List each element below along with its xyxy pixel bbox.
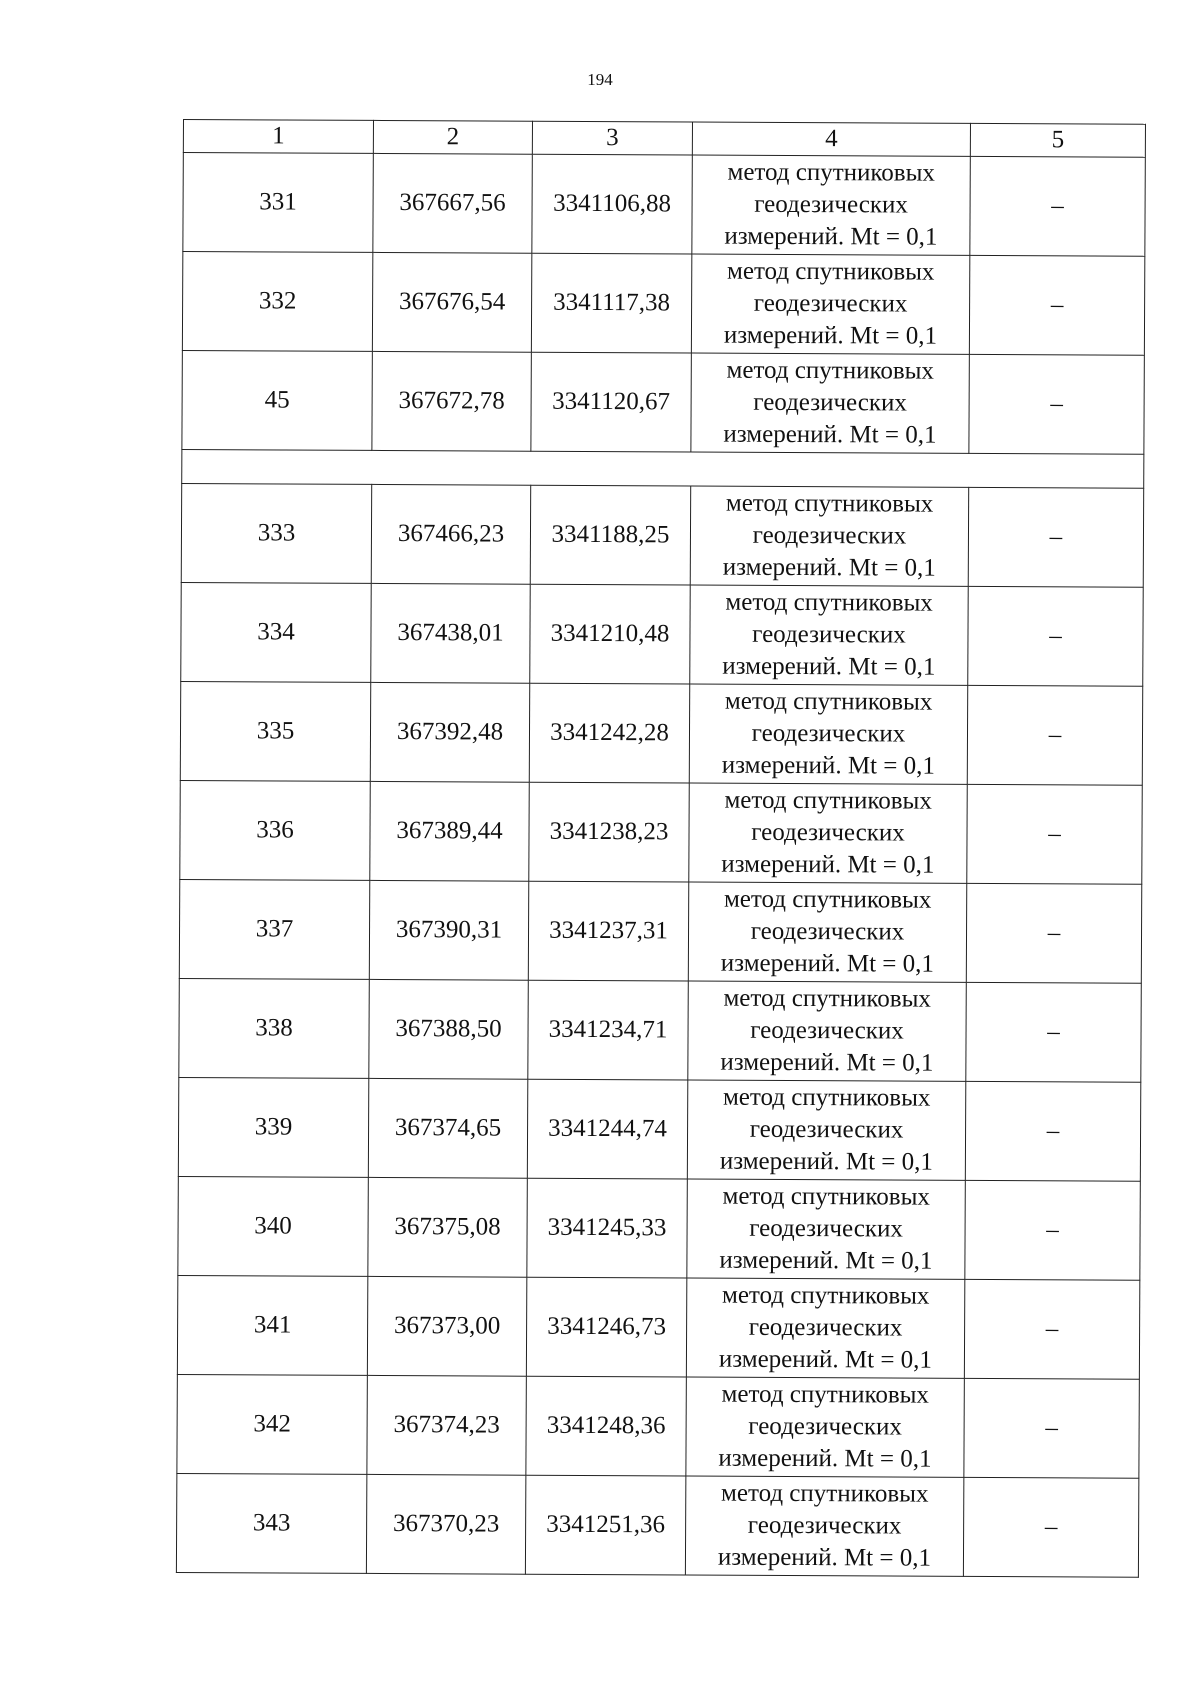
x-coordinate-cell: 367667,56 <box>373 153 532 253</box>
y-coordinate-cell: 3341234,71 <box>528 980 688 1080</box>
method-text-line: метод спутниковых <box>726 356 935 385</box>
method-text-line: геодезических <box>753 289 908 318</box>
y-coordinate-cell: 3341244,74 <box>527 1079 687 1179</box>
x-coordinate-cell: 367392,48 <box>370 682 529 782</box>
x-coordinate-cell: 367390,31 <box>369 880 528 980</box>
x-coordinate-cell: 367438,01 <box>371 583 530 683</box>
method-text-line: измерений. Mt = 0,1 <box>724 222 938 251</box>
column-header: 4 <box>692 122 970 156</box>
point-number-cell: 342 <box>177 1374 367 1474</box>
x-coordinate-cell: 367375,08 <box>368 1177 527 1277</box>
note-cell: – <box>964 1279 1139 1379</box>
method-text-line: измерений. Mt = 0,1 <box>721 850 935 879</box>
point-number-cell: 339 <box>178 1077 368 1177</box>
method-text-line: геодезических <box>751 719 906 748</box>
x-coordinate-cell: 367676,54 <box>372 252 531 352</box>
y-coordinate-cell: 3341251,36 <box>525 1475 685 1575</box>
point-number-cell: 337 <box>179 879 369 979</box>
y-coordinate-cell: 3341117,38 <box>531 253 691 353</box>
y-coordinate-cell: 3341248,36 <box>526 1376 686 1476</box>
y-coordinate-cell: 3341237,31 <box>528 881 688 981</box>
coordinates-table <box>176 119 1146 1578</box>
method-text-line: измерений. Mt = 0,1 <box>719 1147 934 1176</box>
method-text-line: измерений. Mt = 0,1 <box>718 1444 932 1473</box>
note-cell: – <box>967 784 1142 884</box>
method-text-line: геодезических <box>752 620 906 649</box>
method-text-line: геодезических <box>753 388 907 417</box>
table-row <box>181 483 1143 587</box>
x-coordinate-cell: 367370,23 <box>366 1474 525 1574</box>
table-row <box>178 1077 1140 1181</box>
point-number-cell: 332 <box>182 252 372 352</box>
note-cell: – <box>969 354 1144 454</box>
note-cell: – <box>966 982 1141 1082</box>
method-text-line: метод спутниковых <box>723 984 931 1013</box>
method-text-line: метод спутниковых <box>724 687 933 716</box>
y-coordinate-cell: 3341106,88 <box>532 154 692 254</box>
method-text-line: геодезических <box>754 190 908 219</box>
point-number-cell: 333 <box>181 483 371 583</box>
table-row <box>182 252 1144 356</box>
method-cell <box>692 155 970 255</box>
note-cell: – <box>965 1081 1140 1181</box>
column-header: 3 <box>532 121 692 155</box>
y-coordinate-cell: 3341246,73 <box>526 1277 686 1377</box>
method-text-line: геодезических <box>750 917 905 946</box>
column-header: 5 <box>970 123 1145 157</box>
note-cell: – <box>963 1477 1138 1577</box>
x-coordinate-cell: 367374,65 <box>368 1078 527 1178</box>
table-row <box>177 1275 1139 1379</box>
note-cell: – <box>969 255 1144 355</box>
y-coordinate-cell: 3341210,48 <box>530 584 690 684</box>
column-header: 1 <box>183 120 373 154</box>
x-coordinate-cell: 367389,44 <box>370 781 529 881</box>
method-text-line: метод спутниковых <box>721 1380 930 1409</box>
point-number-cell: 340 <box>178 1176 368 1276</box>
method-cell <box>686 1377 964 1477</box>
method-text-line: метод спутниковых <box>725 489 934 518</box>
separator-row <box>182 449 1144 488</box>
method-text-line: метод спутниковых <box>726 257 935 286</box>
method-text-line: геодезических <box>747 1511 902 1540</box>
method-text-line: измерений. Mt = 0,1 <box>718 1345 933 1374</box>
method-cell <box>688 981 966 1081</box>
table-row <box>179 978 1141 1082</box>
method-text-line: измерений. Mt = 0,1 <box>719 1246 933 1275</box>
table-row <box>177 1374 1139 1478</box>
method-text-line: геодезических <box>751 818 905 847</box>
point-number-cell: 331 <box>183 153 373 253</box>
method-text-line: метод спутниковых <box>722 1083 931 1112</box>
table-header-row <box>183 120 1145 158</box>
method-text-line: измерений. Mt = 0,1 <box>723 420 937 449</box>
method-text-line: геодезических <box>750 1016 904 1045</box>
note-cell: – <box>966 883 1141 983</box>
note-cell: – <box>968 487 1143 587</box>
method-text-line: геодезических <box>749 1214 903 1243</box>
method-text-line: геодезических <box>748 1313 903 1342</box>
point-number-cell: 334 <box>181 582 371 682</box>
method-text-line: метод спутниковых <box>723 885 932 914</box>
method-text-line: измерений. Mt = 0,1 <box>717 1543 932 1572</box>
y-coordinate-cell: 3341245,33 <box>527 1178 687 1278</box>
method-cell <box>687 1080 965 1180</box>
point-number-cell: 45 <box>182 350 372 450</box>
table-row <box>182 350 1144 454</box>
note-cell: – <box>968 586 1143 686</box>
method-cell <box>690 486 968 586</box>
table-row <box>183 153 1145 257</box>
x-coordinate-cell: 367388,50 <box>369 979 528 1079</box>
method-text-line: измерений. Mt = 0,1 <box>720 1048 934 1077</box>
method-text-line: метод спутниковых <box>724 786 932 815</box>
method-text-line: метод спутниковых <box>727 158 936 187</box>
method-text-line: измерений. Mt = 0,1 <box>722 652 936 681</box>
x-coordinate-cell: 367374,23 <box>367 1375 526 1475</box>
method-cell <box>686 1278 964 1378</box>
method-text-line: измерений. Mt = 0,1 <box>723 321 938 350</box>
method-cell <box>691 254 969 354</box>
table-row <box>180 780 1142 884</box>
method-cell <box>685 1476 963 1576</box>
table-row <box>181 582 1143 686</box>
point-number-cell: 341 <box>177 1275 367 1375</box>
table-row <box>176 1473 1138 1577</box>
note-cell: – <box>964 1378 1139 1478</box>
method-text-line: метод спутниковых <box>722 1182 931 1211</box>
point-number-cell: 343 <box>176 1473 366 1573</box>
y-coordinate-cell: 3341120,67 <box>531 352 691 452</box>
method-cell <box>689 684 967 784</box>
x-coordinate-cell: 367466,23 <box>371 484 530 584</box>
separator-cell <box>182 449 1144 488</box>
method-text-line: метод спутниковых <box>721 1479 929 1508</box>
note-cell: – <box>970 156 1145 256</box>
y-coordinate-cell: 3341238,23 <box>529 782 689 882</box>
method-text-line: метод спутниковых <box>725 588 933 617</box>
point-number-cell: 335 <box>180 681 370 781</box>
method-text-line: геодезических <box>748 1412 902 1441</box>
method-cell <box>691 353 969 453</box>
method-text-line: измерений. Mt = 0,1 <box>720 949 934 978</box>
method-text-line: измерений. Mt = 0,1 <box>722 553 936 582</box>
point-number-cell: 338 <box>179 978 369 1078</box>
method-cell <box>688 882 966 982</box>
note-cell: – <box>967 685 1142 785</box>
method-cell <box>690 585 968 685</box>
method-text-line: метод спутниковых <box>721 1281 930 1310</box>
table-row <box>180 681 1142 785</box>
method-cell <box>687 1179 965 1279</box>
note-cell: – <box>965 1180 1140 1280</box>
method-text-line: геодезических <box>749 1115 904 1144</box>
table-row <box>179 879 1141 983</box>
point-number-cell: 336 <box>180 780 370 880</box>
method-text-line: геодезических <box>752 521 907 550</box>
method-text-line: измерений. Mt = 0,1 <box>721 751 935 780</box>
x-coordinate-cell: 367373,00 <box>367 1276 526 1376</box>
y-coordinate-cell: 3341242,28 <box>529 683 689 783</box>
method-cell <box>689 783 967 883</box>
y-coordinate-cell: 3341188,25 <box>530 485 690 585</box>
table-row <box>178 1176 1140 1280</box>
column-header: 2 <box>373 120 532 154</box>
page-number: 194 <box>587 70 613 89</box>
x-coordinate-cell: 367672,78 <box>372 351 531 451</box>
